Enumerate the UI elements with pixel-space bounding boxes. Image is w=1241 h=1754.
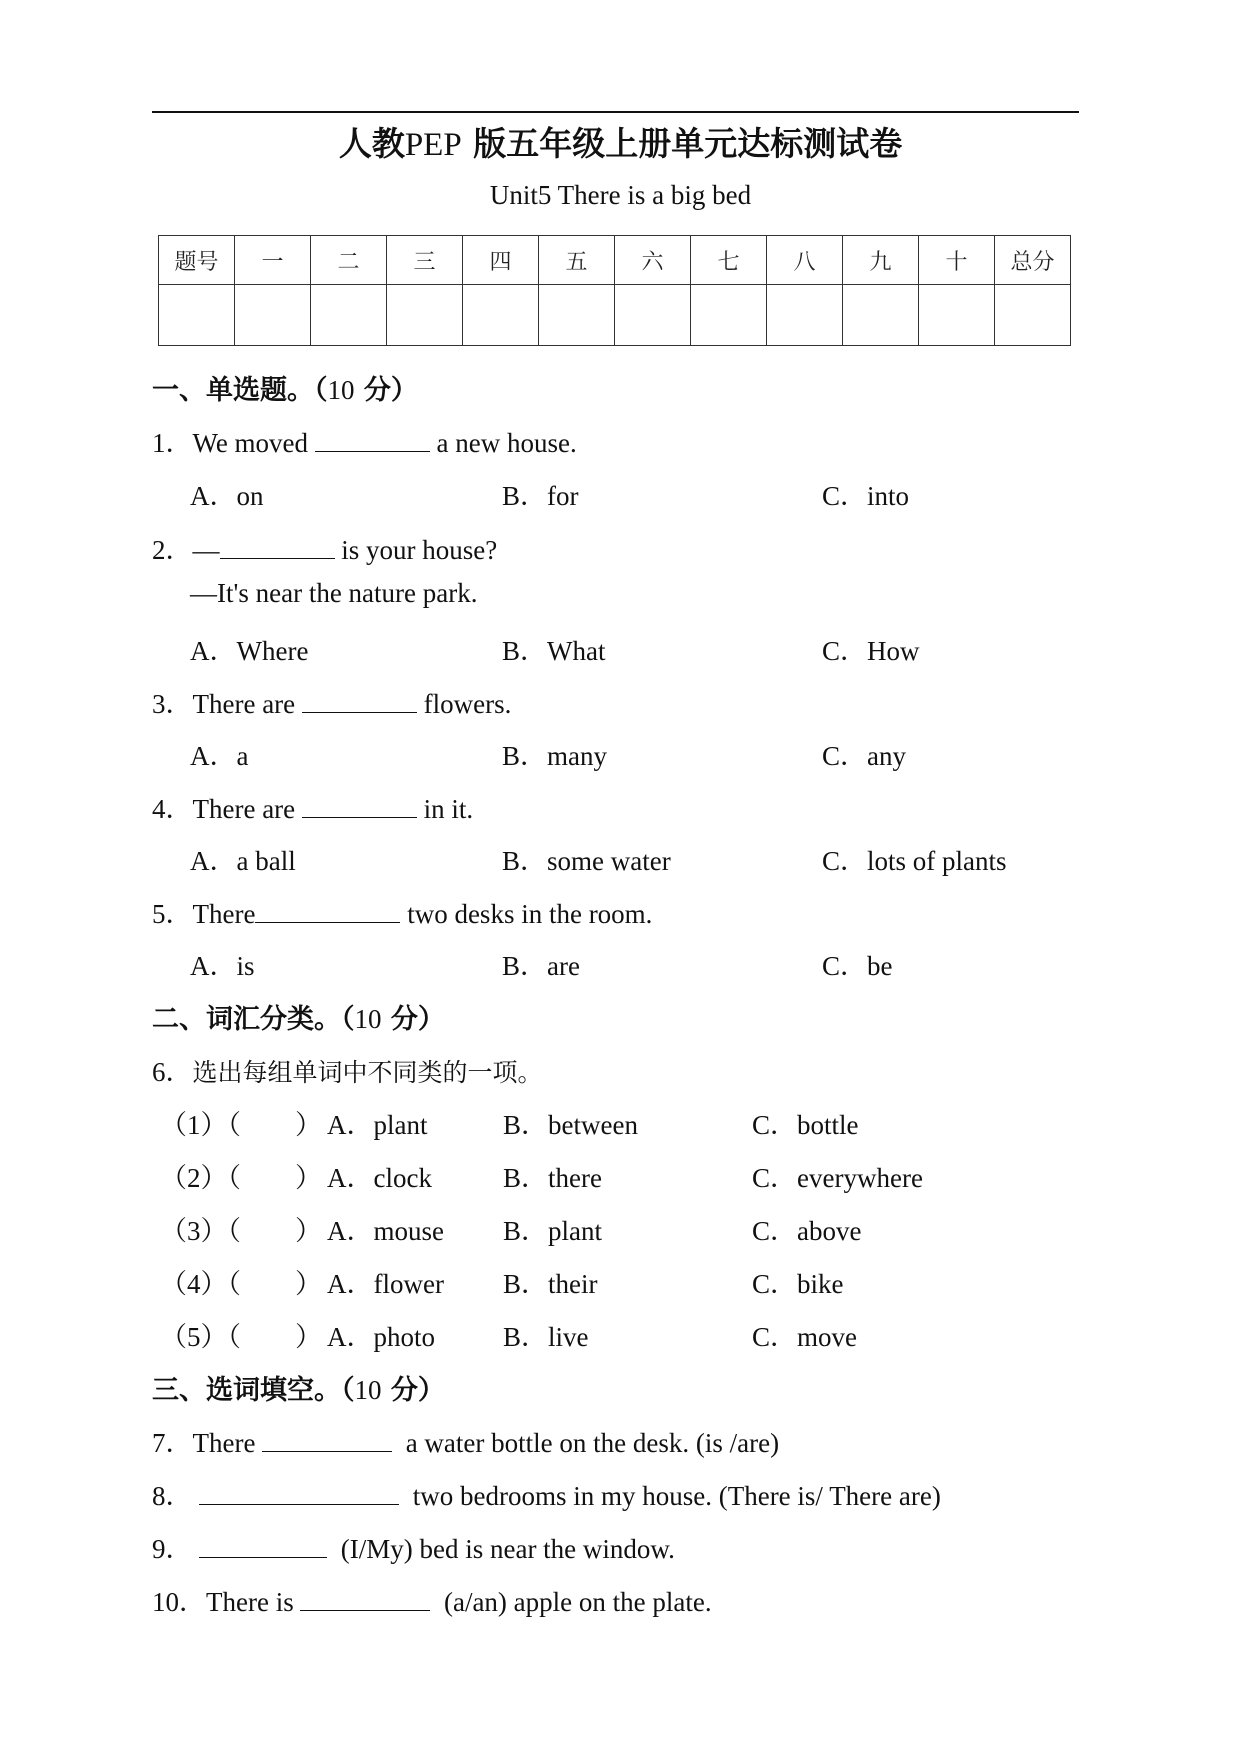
- option-b[interactable]: B．live: [503, 1322, 589, 1352]
- answer-paren[interactable]: （ ）: [227, 1322, 322, 1352]
- option-b[interactable]: B．some water: [502, 846, 671, 876]
- question-6-instruction: [152, 1050, 543, 1089]
- score-value-cell[interactable]: [235, 285, 311, 346]
- option-b[interactable]: B．What: [502, 636, 606, 666]
- group-index: （2）: [160, 1163, 228, 1193]
- score-value-cell[interactable]: [387, 285, 463, 346]
- question-number: 5．: [152, 899, 193, 929]
- question-text: There is: [206, 1587, 301, 1617]
- question-number: 1．: [152, 428, 193, 458]
- instruction-text: 选出每组单词中不同类的一项。: [192, 1058, 543, 1087]
- score-value-cell[interactable]: [919, 285, 995, 346]
- question-text: two bedrooms in my house. (There is/ There are): [399, 1481, 941, 1511]
- section-label-end: 分）: [390, 1004, 445, 1035]
- question-number: 10．: [152, 1587, 206, 1617]
- question-text: in it.: [416, 794, 474, 824]
- question-text: a new house.: [429, 428, 577, 458]
- score-header-cell: 总分: [995, 236, 1071, 285]
- section-heading: [152, 368, 418, 407]
- section-heading: [152, 1368, 445, 1407]
- score-header-cell: 九: [843, 236, 919, 285]
- score-value-cell[interactable]: [539, 285, 615, 346]
- answer-blank[interactable]: [302, 793, 417, 818]
- score-header-cell: 一: [235, 236, 311, 285]
- answer-blank[interactable]: [220, 534, 335, 559]
- title-part: PEP: [404, 127, 462, 163]
- question-1: [152, 421, 577, 460]
- section-points: 10: [327, 375, 355, 405]
- score-value-cell[interactable]: [843, 285, 919, 346]
- page-subtitle: Unit5 There is a big bed: [489, 180, 752, 210]
- section-label-end: 分）: [363, 375, 418, 406]
- title-part: 版五年级上册单元达标测试卷: [473, 124, 903, 163]
- score-value-cell[interactable]: [995, 285, 1071, 346]
- score-header-cell: 八: [767, 236, 843, 285]
- section-points: 10: [354, 1004, 382, 1034]
- option-a[interactable]: A．is: [190, 951, 255, 981]
- option-a[interactable]: A．photo: [327, 1322, 435, 1352]
- option-c[interactable]: C．above: [752, 1216, 862, 1246]
- score-header-cell: 五: [539, 236, 615, 285]
- question-text: is your house?: [334, 535, 498, 565]
- answer-blank[interactable]: [199, 1533, 327, 1558]
- question-number: 6．: [152, 1057, 193, 1087]
- answer-blank[interactable]: [302, 688, 417, 713]
- option-c[interactable]: C．any: [822, 741, 906, 771]
- question-10: [152, 1580, 712, 1619]
- question-text: (a/an) apple on the plate.: [430, 1587, 712, 1617]
- group-row: [160, 1156, 322, 1195]
- question-text: There: [192, 1428, 263, 1458]
- option-c[interactable]: C．into: [822, 481, 910, 511]
- option-b[interactable]: B．many: [502, 741, 607, 771]
- score-table: [158, 235, 1071, 346]
- option-c[interactable]: C．bike: [752, 1269, 844, 1299]
- option-b[interactable]: B．their: [503, 1269, 598, 1299]
- score-value-cell[interactable]: [463, 285, 539, 346]
- question-text: There are: [192, 689, 302, 719]
- score-header-cell: 十: [919, 236, 995, 285]
- score-value-cell[interactable]: [691, 285, 767, 346]
- question-5: [152, 892, 652, 931]
- answer-paren[interactable]: （ ）: [227, 1269, 322, 1299]
- score-header-cell: 七: [691, 236, 767, 285]
- option-a[interactable]: A．mouse: [327, 1216, 444, 1246]
- option-c[interactable]: C．everywhere: [752, 1163, 923, 1193]
- question-text: two desks in the room.: [400, 899, 653, 929]
- score-value-cell[interactable]: [311, 285, 387, 346]
- option-c[interactable]: C．How: [822, 636, 920, 666]
- option-c[interactable]: C．move: [752, 1322, 857, 1352]
- score-header-cell: 二: [311, 236, 387, 285]
- question-number: 9．: [152, 1534, 193, 1564]
- question-text: There are: [192, 794, 302, 824]
- option-a[interactable]: A．plant: [327, 1110, 428, 1140]
- question-4: [152, 787, 473, 826]
- option-b[interactable]: B．there: [503, 1163, 602, 1193]
- question-text: (I/My) bed is near the window.: [327, 1534, 675, 1564]
- section-label-end: 分）: [390, 1375, 445, 1406]
- answer-blank[interactable]: [315, 427, 430, 452]
- question-text: We moved: [192, 428, 315, 458]
- option-c[interactable]: C．be: [822, 951, 893, 981]
- question-number: 8．: [152, 1481, 193, 1511]
- section-heading: [152, 997, 445, 1036]
- option-b[interactable]: B．are: [502, 951, 580, 981]
- question-text: —: [192, 535, 220, 565]
- score-value-cell[interactable]: [767, 285, 843, 346]
- question-2-reply: —It's near the nature park.: [190, 578, 478, 608]
- section-points: 10: [354, 1375, 382, 1405]
- option-a[interactable]: A．Where: [190, 636, 309, 666]
- question-text: There: [192, 899, 256, 929]
- group-index: （4）: [160, 1269, 228, 1299]
- option-a[interactable]: A．clock: [327, 1163, 432, 1193]
- answer-paren[interactable]: （ ）: [227, 1110, 322, 1140]
- question-text: flowers.: [416, 689, 512, 719]
- answer-blank[interactable]: [300, 1586, 430, 1611]
- option-b[interactable]: B．for: [502, 481, 579, 511]
- answer-blank[interactable]: [255, 898, 400, 923]
- option-a[interactable]: A．flower: [327, 1269, 444, 1299]
- answer-blank[interactable]: [262, 1427, 392, 1452]
- page-title: [0, 118, 1241, 165]
- section-label: 一、单选题。（: [152, 375, 328, 406]
- question-9: [152, 1527, 675, 1566]
- group-row: [160, 1315, 322, 1354]
- option-a[interactable]: A．on: [190, 481, 264, 511]
- section-label: 三、选词填空。（: [152, 1375, 355, 1406]
- answer-blank[interactable]: [199, 1480, 399, 1505]
- answer-paren[interactable]: （ ）: [227, 1163, 322, 1193]
- group-index: （3）: [160, 1216, 228, 1246]
- question-3: [152, 682, 511, 721]
- question-number: 4．: [152, 794, 193, 824]
- question-number: 2．: [152, 535, 193, 565]
- option-a[interactable]: A．a: [190, 741, 249, 771]
- score-value-cell[interactable]: [159, 285, 235, 346]
- group-index: （1）: [160, 1110, 228, 1140]
- option-c[interactable]: C．bottle: [752, 1110, 859, 1140]
- answer-paren[interactable]: （ ）: [227, 1216, 322, 1246]
- title-part: 人教: [338, 124, 405, 163]
- question-number: 3．: [152, 689, 193, 719]
- header-rule: [152, 111, 1079, 113]
- score-value-cell[interactable]: [615, 285, 691, 346]
- score-header-cell: 题号: [159, 236, 235, 285]
- group-row: [160, 1103, 322, 1142]
- question-2: [152, 528, 497, 567]
- option-c[interactable]: C．lots of plants: [822, 846, 1007, 876]
- group-row: [160, 1262, 322, 1301]
- question-number: 7．: [152, 1428, 193, 1458]
- group-row: [160, 1209, 322, 1248]
- section-label: 二、词汇分类。（: [152, 1004, 355, 1035]
- option-a[interactable]: A．a ball: [190, 846, 296, 876]
- question-7: [152, 1421, 779, 1460]
- option-b[interactable]: B．plant: [503, 1216, 602, 1246]
- question-text: a water bottle on the desk. (is /are): [392, 1428, 780, 1458]
- option-b[interactable]: B．between: [503, 1110, 638, 1140]
- group-index: （5）: [160, 1322, 228, 1352]
- score-header-cell: 三: [387, 236, 463, 285]
- score-header-cell: 四: [463, 236, 539, 285]
- score-header-cell: 六: [615, 236, 691, 285]
- question-8: [152, 1474, 941, 1513]
